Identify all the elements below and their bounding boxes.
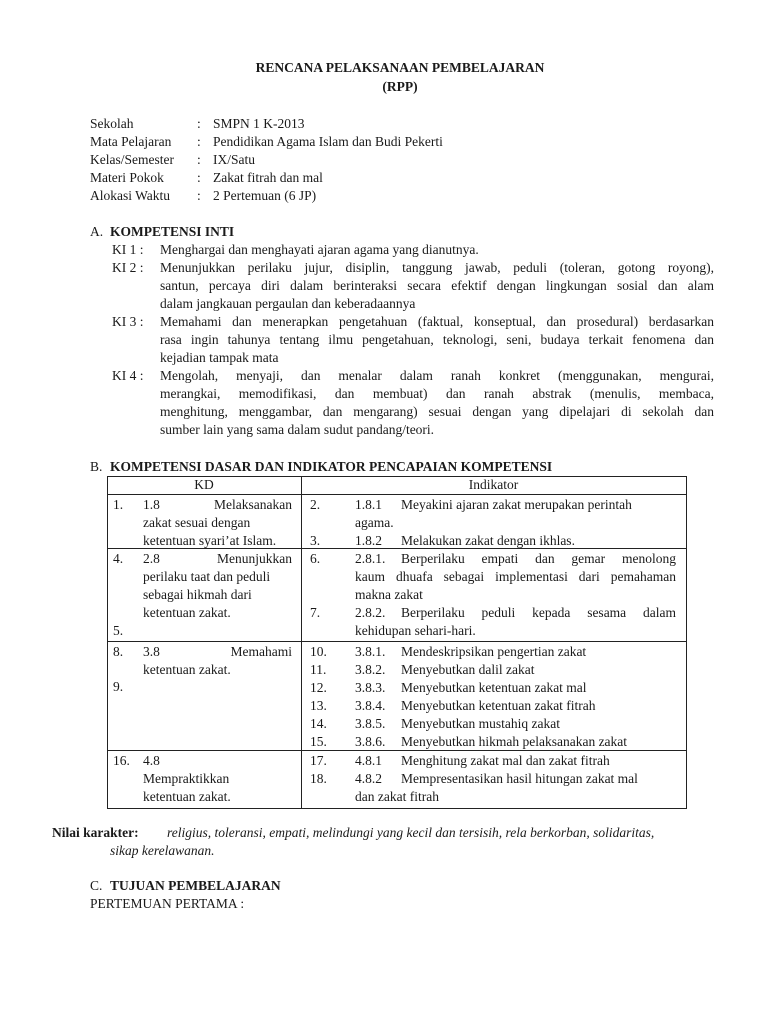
indicator-number: 13. [310,698,327,713]
table-border [107,641,687,642]
kd-text: Menunjukkan [217,551,292,566]
kd-number: 5. [113,623,124,638]
indicator-text: Mempresentasikan hasil hitungan zakat mal [401,771,638,786]
document-title: RENCANA PELAKSANAAN PEMBELAJARAN [255,60,545,75]
identity-value: 2 Pertemuan (6 JP) [213,188,317,203]
kd-text: ketentuan zakat. [143,605,231,620]
indicator-text-cont: kehidupan sehari-hari. [355,623,476,638]
ki-label: KI 2 : [112,260,144,275]
identity-value: Zakat fitrah dan mal [213,170,323,185]
indicator-number: 7. [310,605,321,620]
indicator-code: 3.8.2. [355,662,386,677]
indicator-code: 3.8.5. [355,716,386,731]
indicator-number: 18. [310,771,327,786]
identity-value: Pendidikan Agama Islam dan Budi Pekerti [213,134,443,149]
indicator-text-cont: agama. [355,515,394,530]
kd-code: 1.8 [143,497,160,512]
ki-text-line: merangkai, memodifikasi, dan membuat) dan ranah abstrak (menulis, membaca, [160,386,714,401]
ki-text-line: dalam jangkauan pergaulan dan keberadaannya [160,296,416,311]
identity-label: Materi Pokok [90,170,164,185]
ki-text-line: Menghargai dan menghayati ajaran agama yang dianutnya. [160,242,479,257]
section-a-letter: A. [90,224,104,239]
kd-code: 4.8 [143,753,160,768]
identity-colon: : [197,188,201,203]
indicator-text: Menghitung zakat mal dan zakat fitrah [401,753,610,768]
nilai-line-2: sikap kerelawanan. [110,843,215,858]
section-c-letter: C. [90,878,103,893]
indicator-code: 2.8.1. [355,551,386,566]
header-indikator: Indikator [468,477,519,492]
indicator-text: Berperilaku peduli kepada sesama dalam [401,605,676,620]
document-subtitle: (RPP) [382,79,418,94]
indicator-text-cont: dan zakat fitrah [355,789,439,804]
kd-code: 2.8 [143,551,160,566]
indicator-number: 15. [310,734,327,749]
kd-number: 4. [113,551,124,566]
nilai-label: Nilai karakter: [52,825,139,840]
indicator-text: Menyebutkan hikmah pelaksanakan zakat [401,734,628,749]
nilai-line-1: religius, toleransi, empati, melindungi yang kecil dan tersisih, rela berkorban, solidaritas, [167,825,655,840]
section-c-subheading: PERTEMUAN PERTAMA : [90,896,245,911]
identity-value: SMPN 1 K-2013 [213,116,305,131]
header-kd: KD [194,477,214,492]
indicator-code: 4.8.2 [355,771,382,786]
kd-text: Memahami [230,644,292,659]
ki-text-line: kejadian tampak mata [160,350,279,365]
indicator-code: 1.8.2 [355,533,382,548]
indicator-code: 3.8.6. [355,734,386,749]
indicator-code: 1.8.1 [355,497,382,512]
kd-text: Mempraktikkan [143,771,230,786]
indicator-text: Berperilaku empati dan gemar menolong [401,551,676,566]
indicator-number: 10. [310,644,327,659]
indicator-number: 6. [310,551,321,566]
kd-number: 1. [113,497,124,512]
indicator-number: 12. [310,680,327,695]
section-a-heading: KOMPETENSI INTI [110,224,235,239]
identity-label: Sekolah [90,116,134,131]
indicator-code: 3.8.4. [355,698,386,713]
ki-text-line: Memahami dan menerapkan pengetahuan (faktual, konseptual, dan prosedural) berdasarkan [160,314,714,329]
indicator-number: 11. [310,662,327,677]
indicator-text: Menyebutkan dalil zakat [401,662,535,677]
section-c-heading: TUJUAN PEMBELAJARAN [110,878,281,893]
kd-number: 8. [113,644,124,659]
indicator-text: Menyebutkan mustahiq zakat [401,716,560,731]
indicator-text: Menyebutkan ketentuan zakat mal [401,680,587,695]
indicator-code: 3.8.1. [355,644,386,659]
identity-label: Mata Pelajaran [90,134,172,149]
identity-colon: : [197,152,201,167]
kd-text: ketentuan zakat. [143,662,231,677]
kd-number: 16. [113,753,130,768]
identity-colon: : [197,170,201,185]
kd-text: sebagai hikmah dari [143,587,252,602]
indicator-number: 14. [310,716,327,731]
indicator-text: Meyakini ajaran zakat merupakan perintah [401,497,632,512]
table-border [301,476,302,808]
indicator-number: 2. [310,497,321,512]
indicator-text: Menyebutkan ketentuan zakat fitrah [401,698,596,713]
indicator-number: 3. [310,533,321,548]
ki-text-line: Menunjukkan perilaku jujur, disiplin, tanggung jawab, peduli (toleran, gotong royong), [160,260,714,275]
identity-label: Alokasi Waktu [90,188,171,203]
kd-text: zakat sesuai dengan [143,515,251,530]
table-border [107,494,687,495]
indicator-text: Mendeskripsikan pengertian zakat [401,644,587,659]
kd-text: ketentuan syari’at Islam. [143,533,277,548]
kd-code: 3.8 [143,644,160,659]
indicator-text: Melakukan zakat dengan ikhlas. [401,533,575,548]
section-b-letter: B. [90,459,103,474]
ki-text-line: menghitung, menggambar, dan mengarang) sesuai dengan yang dipelajari di sekolah dan [160,404,714,419]
kd-text: Melaksanakan [214,497,292,512]
indicator-code: 2.8.2. [355,605,386,620]
identity-colon: : [197,134,201,149]
indicator-code: 4.8.1 [355,753,382,768]
table-border [686,476,687,809]
identity-value: IX/Satu [213,152,255,167]
identity-colon: : [197,116,201,131]
ki-text-line: santun, percaya diri dalam berinteraksi secara efektif dengan lingkungan sosial dan alam [160,278,714,293]
table-border [107,476,108,808]
ki-text-line: Mengolah, menyaji, dan menalar dalam ranah konkret (menggunakan, mengurai, [160,368,714,383]
kd-text: ketentuan zakat. [143,789,231,804]
ki-text-line: rasa ingin tahunya tentang ilmu pengetahuan, teknologi, seni, budaya terkait fenomena dan [160,332,714,347]
indicator-code: 3.8.3. [355,680,386,695]
ki-label: KI 1 : [112,242,144,257]
indicator-text-cont: kaum dhuafa sebagai implementasi dari pemahaman [355,569,676,584]
kd-number: 9. [113,679,124,694]
identity-label: Kelas/Semester [90,152,174,167]
indicator-text-cont: makna zakat [355,587,423,602]
ki-text-line: sumber lain yang sama dalam sudut pandang/teori. [160,422,435,437]
kd-text: perilaku taat dan peduli [143,569,271,584]
indicator-number: 17. [310,753,327,768]
ki-label: KI 4 : [112,368,144,383]
section-b-heading: KOMPETENSI DASAR DAN INDIKATOR PENCAPAIAN KOMPETENSI [110,459,553,474]
table-border [107,808,687,809]
ki-label: KI 3 : [112,314,144,329]
